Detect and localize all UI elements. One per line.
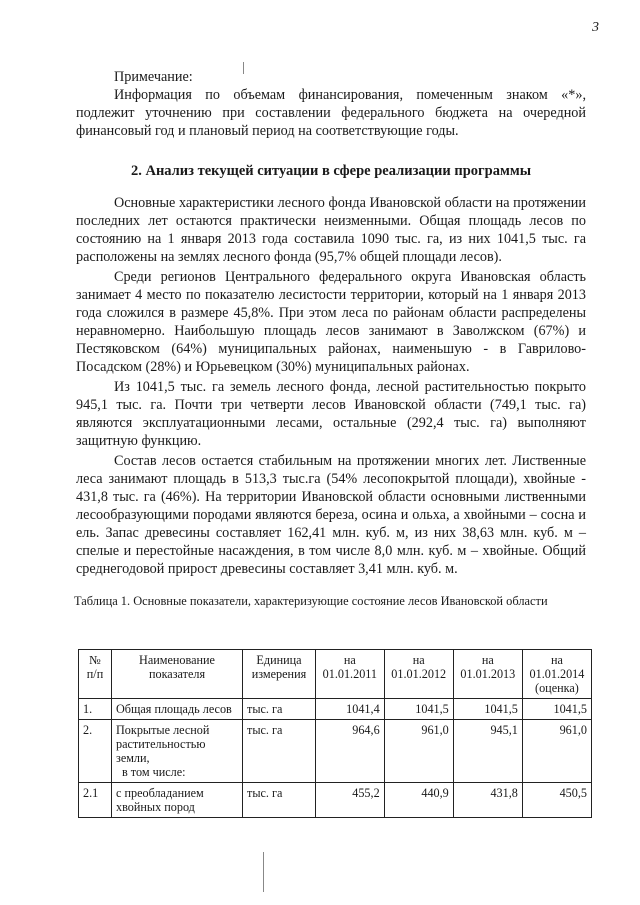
row-value-2013: 1041,5: [453, 699, 522, 720]
note-text: Информация по объемам финансирования, помеченным знаком «*», подлежит уточнению при составлении федерального бюджета на очередной финансовый год и плановый период на соответствующие годы.: [76, 87, 586, 139]
row-name: с преобладанием хвойных пород: [112, 783, 243, 818]
paragraph-forest-fund: Из 1041,5 тыс. га земель лесного фонда, лесной растительностью покрыто 945,1 тыс. га. Почти три четверти лесов Ивановской области (749,1 тыс. га) являются эксплуатационными лесами, остальные (292,4 тыс. га) выполняют защитную функцию.: [76, 379, 586, 449]
table-caption: Таблица 1. Основные показатели, характеризующие состояние лесов Ивановской области: [74, 594, 548, 608]
row-unit: тыс. га: [243, 783, 316, 818]
row-value-2014: 1041,5: [522, 699, 591, 720]
row-no: 2.: [79, 720, 112, 783]
header-unit: Единица измерения: [243, 650, 316, 699]
row-value-2014: 961,0: [522, 720, 591, 783]
row-value-2011: 1041,4: [316, 699, 385, 720]
header-2014: [522, 650, 591, 699]
section-heading: 2. Анализ текущей ситуации в сфере реализации программы: [130, 163, 532, 179]
header-2011: на 01.01.2011: [316, 650, 385, 699]
row-name: Общая площадь лесов: [112, 699, 243, 720]
row-name-cell: [112, 720, 243, 783]
paragraph-region-ranking: Среди регионов Центрального федерального округа Ивановская область занимает 4 место по показателю лесистости территории, который на 1 января 2013 года сложился в размере 45,8%. При этом леса по районам области распределены неравномерно. Наибольшую площадь лесов занимают в Заволжском (67%) и Пестяковском (64%) муниципальных районах, наименьшую - в Гаврилово-Посадском (28%) и Юрьевецком (30%) муниципальных районах.: [76, 269, 586, 375]
header-2014-note: (оценка): [535, 681, 579, 695]
row-value-2012: 440,9: [384, 783, 453, 818]
forest-indicators-table: [78, 649, 592, 818]
note-label: Примечание:: [114, 69, 193, 85]
row-no: 2.1: [79, 783, 112, 818]
table-row: [79, 720, 592, 783]
header-name: Наименование показателя: [112, 650, 243, 699]
document-body: [76, 64, 586, 610]
row-value-2011: 455,2: [316, 783, 385, 818]
row-value-2013: 945,1: [453, 720, 522, 783]
header-2013: на 01.01.2013: [453, 650, 522, 699]
row-unit: тыс. га: [243, 699, 316, 720]
row-name-extra: в том числе:: [122, 765, 186, 779]
scan-artifact: [263, 852, 264, 892]
row-value-2013: 431,8: [453, 783, 522, 818]
paragraph-forest-characteristics: Основные характеристики лесного фонда Ивановской области на протяжении последних лет остаются практически неизменными. Общая площадь лесов по состоянию на 1 января 2013 года составила 1090 тыс. га, из них 1041,5 тыс. га расположены на землях лесного фонда (95,7% общей площади лесов).: [76, 195, 586, 265]
row-name: Покрытые лесной растительностью земли,: [116, 723, 210, 765]
row-no: 1.: [79, 699, 112, 720]
row-value-2014: 450,5: [522, 783, 591, 818]
table-header-row: [79, 650, 592, 699]
scan-artifact: [243, 62, 244, 74]
header-no: № п/п: [79, 650, 112, 699]
row-unit: тыс. га: [243, 720, 316, 783]
row-value-2012: 961,0: [384, 720, 453, 783]
header-2014-date: на 01.01.2014: [529, 653, 585, 681]
table-row: [79, 783, 592, 818]
table-row: [79, 699, 592, 720]
paragraph-forest-composition: Состав лесов остается стабильным на протяжении многих лет. Лиственные леса занимают площадь в 513,3 тыс.га (54% лесопокрытой площади), хвойные - 431,8 тыс. га (46%). На территории Ивановской области основными лиственными лесообразующими породами являются береза, осина и ольха, а хвойными – сосна и ель. Запас древесины составляет 162,41 млн. куб. м, из них 38,63 млн. куб. м – спелые и перестойные насаждения, в том числе 8,0 млн. куб. м – хвойные. Общий среднегодовой прирост древесины составляет 3,41 млн. куб. м.: [76, 453, 586, 577]
row-value-2012: 1041,5: [384, 699, 453, 720]
page-number: 3: [592, 20, 599, 35]
header-2012: на 01.01.2012: [384, 650, 453, 699]
row-value-2011: 964,6: [316, 720, 385, 783]
